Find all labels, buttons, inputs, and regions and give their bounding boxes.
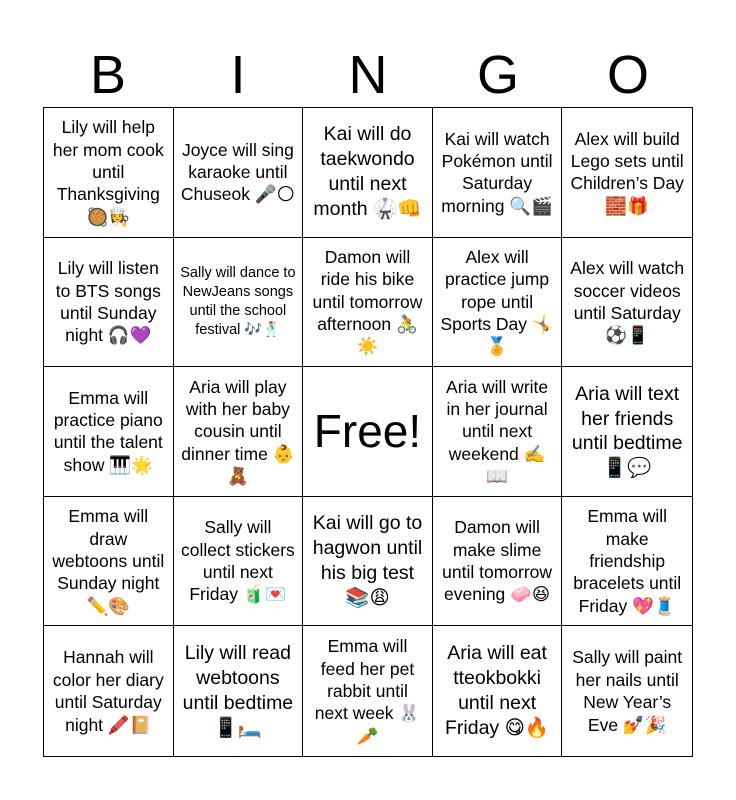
bingo-cell[interactable]: Aria will play with her baby cousin until dinner time 👶🧸 (174, 367, 304, 497)
header-letter-i: I (230, 45, 246, 105)
bingo-cell[interactable]: Sally will dance to NewJeans songs until the school festival 🎶🕺 (174, 238, 304, 368)
free-space-cell[interactable]: Free! (303, 367, 433, 497)
bingo-cell[interactable]: Kai will watch Pokémon until Saturday morning 🔍🎬 (433, 108, 563, 238)
bingo-cell[interactable]: Joyce will sing karaoke until Chuseok 🎤🌕 (174, 108, 304, 238)
bingo-cell[interactable]: Damon will make slime until tomorrow evening 🧼😆 (433, 497, 563, 627)
bingo-cell[interactable]: Lily will listen to BTS songs until Sunday night 🎧💜 (44, 238, 174, 368)
bingo-cell[interactable]: Emma will feed her pet rabbit until next week 🐰🥕 (303, 626, 433, 756)
bingo-cell[interactable]: Alex will build Lego sets until Children’s Day 🧱🎁 (562, 108, 692, 238)
bingo-cell[interactable]: Sally will paint her nails until New Year’s Eve 💅🎉 (572, 647, 683, 735)
header-letter-o: O (606, 45, 649, 105)
bingo-cell[interactable]: Hannah will color her diary until Saturday night 🖍️📔 (44, 626, 174, 756)
bingo-cell[interactable]: Emma will practice piano until the talent show 🎹🌟 (44, 367, 174, 497)
bingo-cell[interactable]: Damon will ride his bike until tomorrow afternoon 🚴☀️ (303, 238, 433, 368)
bingo-cell[interactable]: Sally will collect stickers until next Friday 🧃💌 (174, 497, 304, 627)
bingo-cell[interactable]: Alex will practice jump rope until Sports Day 🤸🏅 (433, 238, 563, 368)
header-letter-n: N (348, 45, 388, 105)
bingo-cell[interactable]: Emma will draw webtoons until Sunday night ✏️🎨 (44, 497, 174, 627)
bingo-cell[interactable]: Emma will make friendship bracelets until Friday 💖🧵 (562, 497, 692, 627)
bingo-header (43, 40, 693, 110)
bingo-card-grid (43, 107, 693, 757)
header-letter-g: G (476, 45, 519, 105)
bingo-cell[interactable]: Aria will eat tteokbokki until next Friday 😋🔥 (433, 626, 563, 756)
bingo-cell[interactable]: Lily will help her mom cook until Thanksgiving 🥘👩‍🍳 (44, 108, 174, 238)
bingo-cell[interactable]: Alex will watch soccer videos until Saturday ⚽📱 (562, 238, 692, 368)
bingo-cell[interactable]: Kai will go to hagwon until his big test 📚😩 (303, 497, 433, 627)
bingo-cell[interactable]: Aria will text her friends until bedtime 📱💬 (562, 367, 692, 497)
header-letter-b: B (89, 45, 127, 105)
bingo-cell[interactable]: Aria will write in her journal until next weekend ✍️📖 (433, 367, 563, 497)
bingo-cell[interactable]: Lily will read webtoons until bedtime 📱🛏️ (174, 626, 304, 756)
bingo-cell[interactable]: Kai will do taekwondo until next month 🥋👊 (303, 108, 433, 238)
